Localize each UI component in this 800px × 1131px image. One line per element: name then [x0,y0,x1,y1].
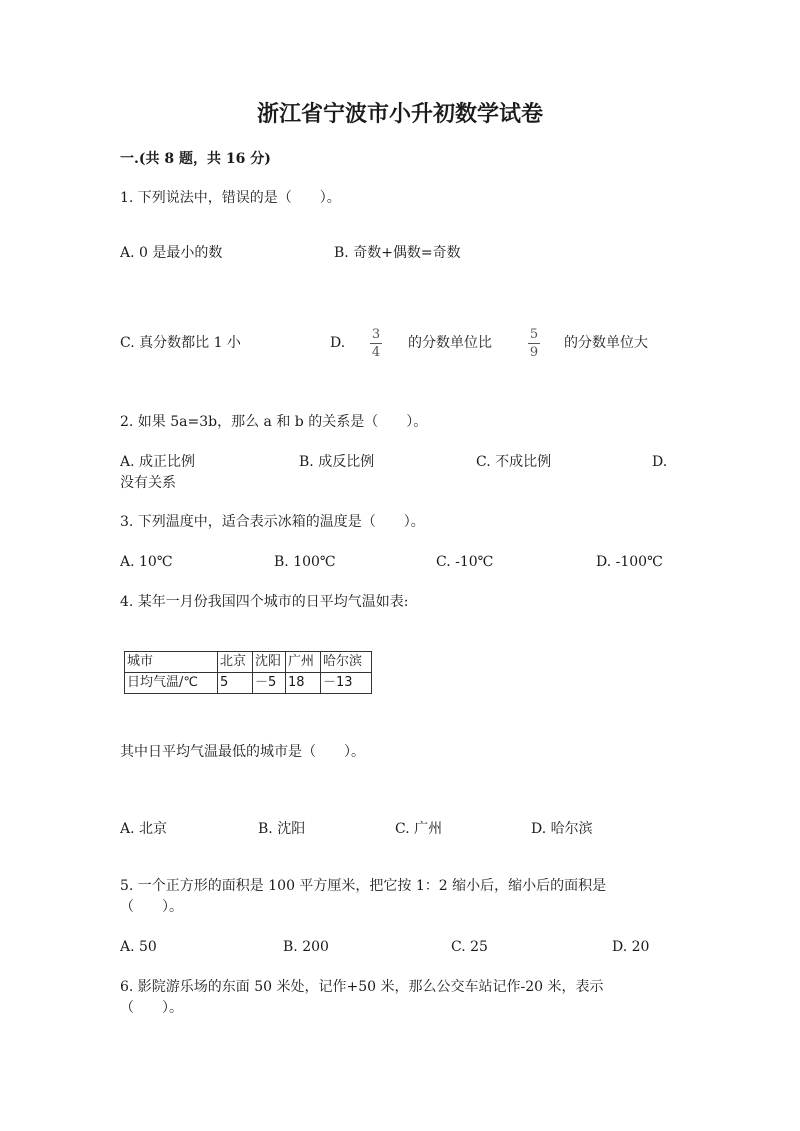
fraction-bar [370,343,382,344]
question-5-stem-continued: （ ）。 [120,899,183,915]
question-3-option-b: B. 100℃ [274,554,336,570]
question-3-stem: 3. 下列温度中，适合表示冰箱的温度是（ ）。 [120,514,425,530]
fraction-five-ninths [526,327,542,360]
question-4-ask: 其中日平均气温最低的城市是（ ）。 [120,744,365,760]
question-5-option-c: C. 25 [451,939,488,955]
temperature-table [124,651,372,694]
table-cell: －5 [253,673,286,694]
question-5-stem: 5. 一个正方形的面积是 100 平方厘米，把它按 1：2 缩小后，缩小后的面积是 [120,878,607,894]
question-6-stem-continued: （ ）。 [120,1000,183,1016]
question-4-option-d: D. 哈尔滨 [531,821,593,837]
question-2-option-d-text: 没有关系 [120,475,176,491]
fraction-denominator: 4 [371,345,381,360]
table-cell: －13 [321,673,372,694]
fraction-numerator: 5 [529,327,539,342]
question-4-stem: 4. 某年一月份我国四个城市的日平均气温如表: [120,594,409,610]
question-5-option-b: B. 200 [283,939,329,955]
question-2-option-c: C. 不成比例 [476,454,552,470]
question-3-option-d: D. -100℃ [596,554,663,570]
fraction-numerator: 3 [371,327,381,342]
table-cell: 沈阳 [253,652,286,673]
question-2-stem: 2. 如果 5a=3b，那么 a 和 b 的关系是（ ）。 [120,414,428,430]
question-1-option-d-end: 的分数单位大 [564,335,648,351]
table-cell: 北京 [218,652,253,673]
question-4-option-b: B. 沈阳 [258,821,306,837]
table-cell: 城市 [125,652,218,673]
section-heading: 一.(共 8 题，共 16 分) [120,151,271,167]
question-5-option-a: A. 50 [120,939,157,955]
fraction-bar [528,343,540,344]
question-4-option-a: A. 北京 [120,821,168,837]
table-row [125,652,372,673]
question-5-option-d: D. 20 [612,939,650,955]
table-row [125,673,372,694]
table-cell: 5 [218,673,253,694]
table-cell: 日均气温/℃ [125,673,218,694]
question-1-option-c: C. 真分数都比 1 小 [120,335,241,351]
question-4-option-c: C. 广州 [395,821,443,837]
fraction-denominator: 9 [529,345,539,360]
page-title: 浙江省宁波市小升初数学试卷 [256,101,543,127]
table-cell: 广州 [286,652,321,673]
question-2-option-b: B. 成反比例 [299,454,375,470]
question-2-option-a: A. 成正比例 [120,454,196,470]
question-1-stem: 1. 下列说法中，错误的是（ ）。 [120,190,341,206]
fraction-three-quarters [368,327,384,360]
question-3-option-a: A. 10℃ [120,554,173,570]
question-1-option-a: A. 0 是最小的数 [120,245,223,261]
question-1-option-d-middle: 的分数单位比 [408,335,492,351]
question-1-option-b: B. 奇数+偶数=奇数 [334,245,461,261]
question-6-stem: 6. 影院游乐场的东面 50 米处，记作+50 米，那么公交车站记作-20 米，表示 [120,979,604,995]
question-1-option-d-label: D. [330,335,346,351]
table-cell: 18 [286,673,321,694]
question-3-option-c: C. -10℃ [436,554,494,570]
table-cell: 哈尔滨 [321,652,372,673]
question-2-option-d-label: D. [652,454,668,470]
